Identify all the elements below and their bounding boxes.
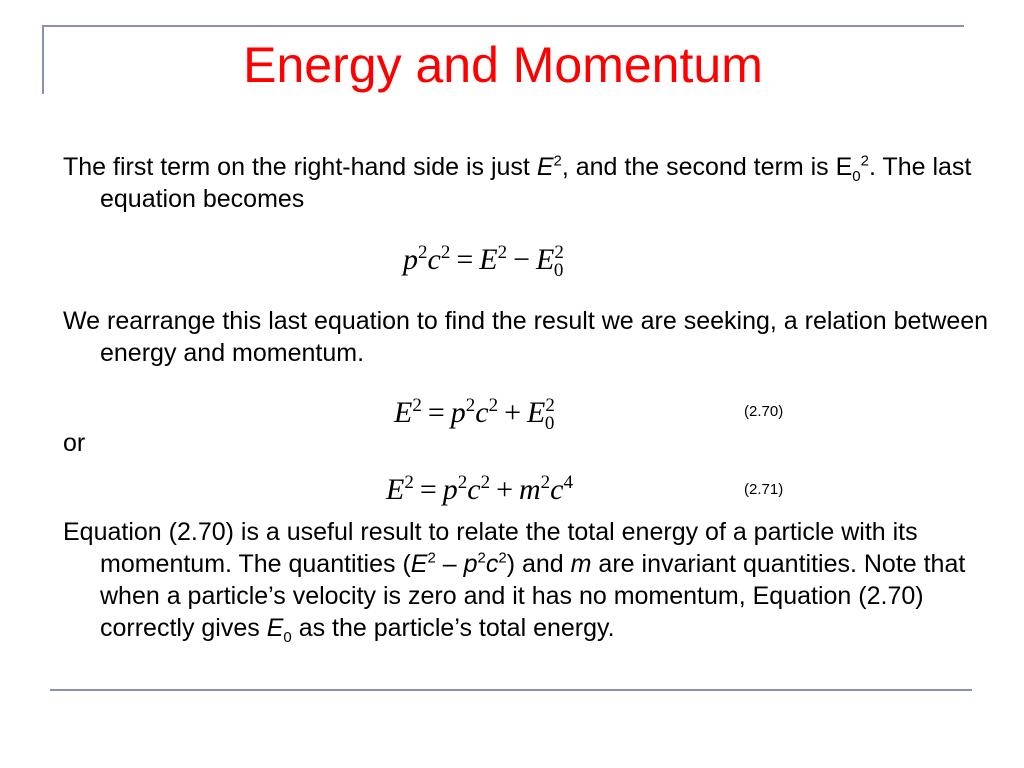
equation-number-2-70: (2.70) <box>744 403 784 420</box>
frame-bottom-line <box>50 689 972 691</box>
or-text: or <box>63 429 86 457</box>
equation-1: $p^2c^2 = E^2 - E^2_0$ <box>403 242 564 281</box>
frame-top-line <box>42 25 964 27</box>
paragraph-1: The first term on the right-hand side is just $E^2$, and the second term is $E_0^2$. The last equation becomes <box>63 152 972 213</box>
paragraph-4: Equation (2.70) is a useful result to relate the total energy of a particle with its momentum. The quantities $(E^2 - p^2c^2)$ and m are invariant quantities. Note that when a particle’s velocity is zero and it has no momentum, Equation (2.70) correctly gives $E_0$ as the particle’s total energy. <box>63 518 966 646</box>
equation-2-70: $E^2 = p^2c^2 + E^2_0$ <box>394 395 555 434</box>
slide-title: Energy and Momentum <box>243 37 763 93</box>
equation-number-2-71: (2.71) <box>744 481 784 498</box>
paragraph-2: We rearrange this last equation to find the result we are seeking, a relation between energy and momentum. <box>63 307 989 367</box>
equation-2-71: $E^2 = p^2c^2 + m^2c^4$ <box>386 472 573 506</box>
